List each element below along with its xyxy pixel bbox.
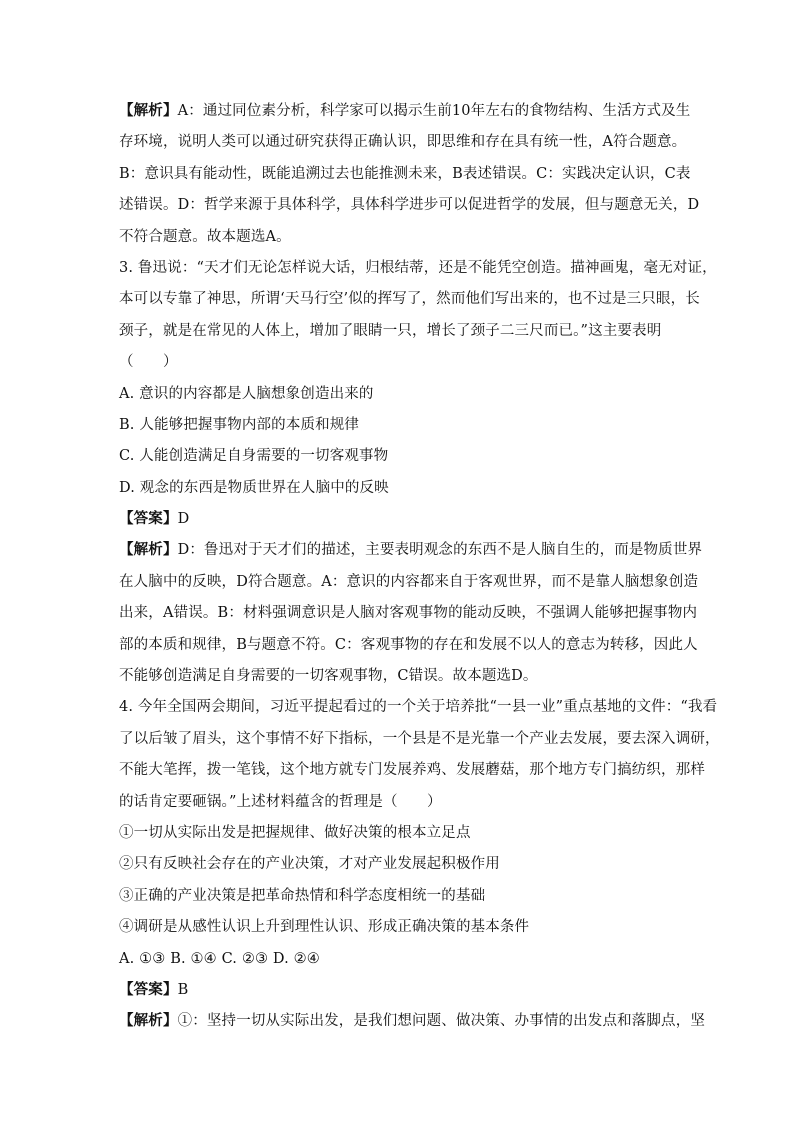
line-text: A. 意识的内容都是人脑想象创造出来的: [119, 385, 374, 402]
statement-4: [119, 917, 677, 948]
line-text: ①一切从实际出发是把握规律、做好决策的根本立足点: [119, 824, 471, 841]
line-text: A：通过同位素分析，科学家可以揭示生前10年左右的食物结构、生活方式及生: [177, 103, 691, 119]
analysis-line: [119, 1011, 706, 1042]
line-text: D：鲁迅对于天才们的描述，主要表明观念的东西不是人脑自生的，而是物质世界: [177, 542, 703, 559]
line-text: 存环境，说明人类可以通过研究获得正确认识，即思维和存在具有统一性，A符合题意。: [119, 134, 687, 151]
option-b: [119, 415, 677, 446]
text-line: [119, 635, 698, 666]
answer-value: D: [177, 511, 190, 528]
text-line: [119, 227, 677, 258]
question-3-stem: [119, 258, 717, 289]
text-line: [119, 132, 687, 163]
text-line: [119, 321, 677, 352]
statement-1: [119, 823, 677, 854]
option-a: [119, 384, 677, 415]
text-line: [119, 352, 677, 383]
line-text: ②只有反映社会存在的产业决策，才对产业发展起积极作用: [119, 856, 500, 873]
answer-tag: 【答案】: [119, 980, 178, 998]
line-text: ④调研是从感性认识上升到理性认识、形成正确决策的基本条件: [119, 919, 530, 936]
line-text: A. ①③ B. ①④ C. ②③ D. ②④: [119, 950, 320, 967]
option-d: [119, 478, 677, 509]
line-text: 3. 鲁迅说：“天才们无论怎样说大话，归根结蒂，还是不能凭空创造。描神画鬼，毫无对证，: [119, 259, 717, 276]
text-line: [119, 195, 700, 226]
text-line: [119, 760, 705, 791]
line-text: B. 人能够把握事物内部的本质和规律: [119, 416, 360, 433]
analysis-tag: 【解析】: [119, 541, 178, 559]
text-line: [119, 792, 677, 823]
line-text: C. 人能创造满足自身需要的一切客观事物: [119, 448, 389, 465]
document-page: [119, 101, 720, 1043]
answer-line: [119, 509, 677, 540]
text-line: [119, 101, 691, 132]
line-text: 在人脑中的反映，D符合题意。A：意识的内容都来自于客观世界，而不是靠人脑想象创造: [119, 573, 699, 590]
line-text: 不符合题意。故本题选A。: [119, 228, 291, 245]
line-text: B：意识具有能动性，既能追溯过去也能推测未来，B表述错误。C：实践决定认识，C表: [119, 165, 691, 182]
line-text: （ ）: [119, 354, 178, 371]
answer-line: [119, 980, 677, 1011]
line-text: 4. 今年全国两会期间，习近平提起看过的一个关于培养批“一县一业”重点基地的文件：“我看: [119, 699, 718, 716]
analysis-tag: 【解析】: [119, 1012, 178, 1030]
line-text: 的话肯定要砸锅。”上述材料蕴含的哲理是（ ）: [119, 793, 442, 810]
answer-options: [119, 949, 677, 980]
line-text: 部的本质和规律，B与题意不符。C：客观事物的存在和发展不以人的意志为转移，因此人: [119, 636, 698, 653]
line-text: ①：坚持一切从实际出发，是我们想问题、做决策、办事情的出发点和落脚点，坚: [177, 1013, 706, 1030]
text-line: [119, 603, 698, 634]
line-text: 不能够创造满足自身需要的一切客观事物，C错误。故本题选D。: [119, 668, 538, 685]
text-line: [119, 729, 720, 760]
analysis-line: [119, 540, 703, 571]
statement-3: [119, 886, 677, 917]
line-text: 了以后皱了眉头，这个事情不好下指标，一个县是不是光靠一个产业去发展，要去深入调研，: [119, 730, 720, 747]
line-text: 颈子，就是在常见的人体上，增加了眼睛一只，增长了颈子二三尺而已。”这主要表明: [119, 322, 662, 339]
statement-2: [119, 854, 677, 885]
line-text: D. 观念的东西是物质世界在人脑中的反映: [119, 479, 389, 496]
line-text: ③正确的产业决策是把革命热情和科学态度相统一的基础: [119, 887, 486, 904]
line-text: 本可以专靠了神思，所谓‘天马行空’似的挥写了，然而他们写出来的，也不过是三只眼，长: [119, 291, 700, 308]
text-line: [119, 164, 691, 195]
line-text: 述错误。D：哲学来源于具体科学，具体科学进步可以促进哲学的发展，但与题意无关，D: [119, 197, 700, 214]
question-4-stem: [119, 697, 718, 728]
text-line: [119, 572, 699, 603]
answer-value: B: [177, 981, 189, 998]
section-tag: 【解析】: [119, 102, 178, 119]
line-text: 不能大笔挥，拨一笔钱，这个地方就专门发展养鸡、发展蘑菇，那个地方专门搞纺织，那样: [119, 762, 705, 779]
answer-tag: 【答案】: [119, 510, 178, 528]
line-text: 出来，A错误。B：材料强调意识是人脑对客观事物的能动反映，不强调人能够把握事物内: [119, 605, 698, 622]
text-line: [119, 289, 700, 320]
text-line: [119, 666, 677, 697]
option-c: [119, 446, 677, 477]
